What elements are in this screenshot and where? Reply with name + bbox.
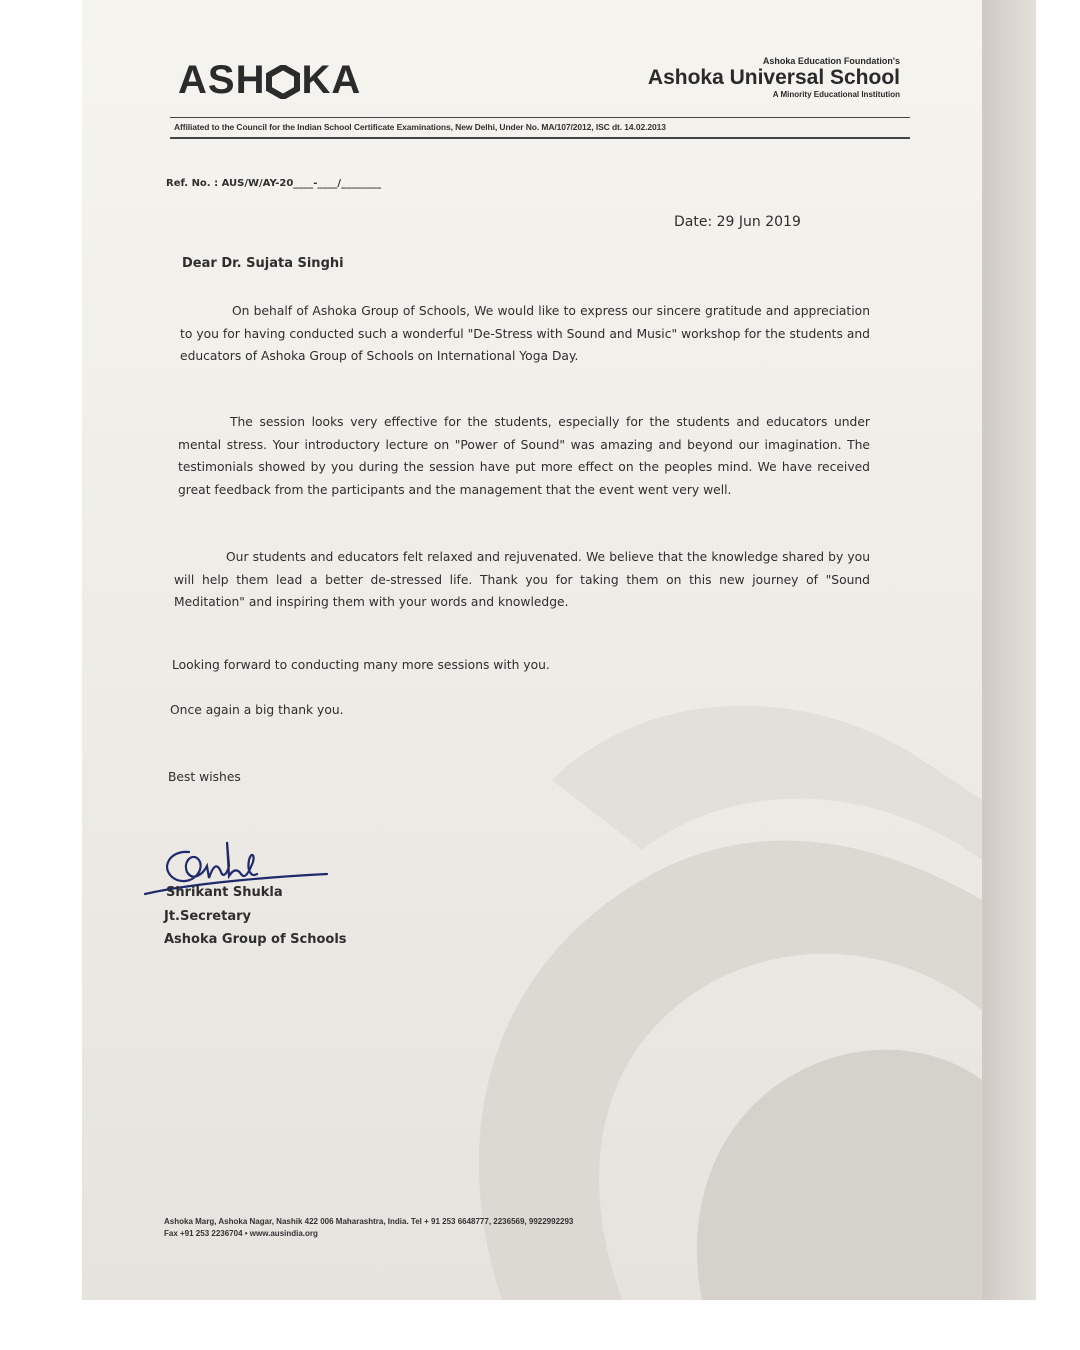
paragraph-3: Our students and educators felt relaxed and rejuvenated. We believe that the knowledge shared by you will help them lead a better de-stressed life. Thank you for taking them on this new journey of "Sound Meditation" and inspiring them with your words and knowledge. [174,550,870,609]
ashoka-logo: ASH KA [178,58,362,102]
foundation-name: Ashoka Education Foundation's [762,56,900,66]
page-edge-shadow [982,0,1036,1300]
letter-footer [164,1216,573,1240]
closing-line-1: Looking forward to conducting many more sessions with you. [172,658,550,672]
reference-number: Ref. No. : AUS/W/AY-20____-____/________ [166,178,382,189]
footer-address: Ashoka Marg, Ashoka Nagar, Nashik 422 006 Maharashtra, India. Tel + 91 253 6648777, 2236569, 9922992293 [164,1217,574,1226]
sign-off: Best wishes [168,770,241,784]
watermark-logo-graphic [82,0,982,1300]
footer-contact: Fax +91 253 2236704 • www.ausindia.org [164,1229,318,1238]
school-name: Ashoka Universal School [647,66,900,89]
closing-line-2: Once again a big thank you. [170,703,344,717]
letter-date: Date: 29 Jun 2019 [674,214,801,230]
paragraph-1: On behalf of Ashoka Group of Schools, We would like to express our sincere gratitude and appreciation to you for having conducted such a wonderful "De-Stress with Sound and Music" workshop for the students and educators of Ashoka Group of Schools on International Yoga Day. [180,304,870,363]
paragraph-2: The session looks very effective for the students, especially for the students and educators under mental stress. Your introductory lecture on "Power of Sound" was amazing and beyond our imagination. The testimonials showed by you during the session have put more effect on the peoples mind. We have received great feedback from the participants and the management that the event went very well. [178,415,870,497]
letter-page [82,0,982,1300]
signatory-organization: Ashoka Group of Schools [164,932,347,947]
salutation: Dear Dr. Sujata Singhi [182,256,344,271]
minority-tagline: A Minority Educational Institution [772,90,900,99]
signatory-name: Shrikant Shukla [166,885,283,900]
signatory-designation: Jt.Secretary [164,909,251,924]
school-header [648,56,900,99]
affiliation-line: Affiliated to the Council for the Indian School Certificate Examinations, New Delhi, Under No. MA/107/2012, ISC dt. 14.02.2013 [170,117,910,139]
